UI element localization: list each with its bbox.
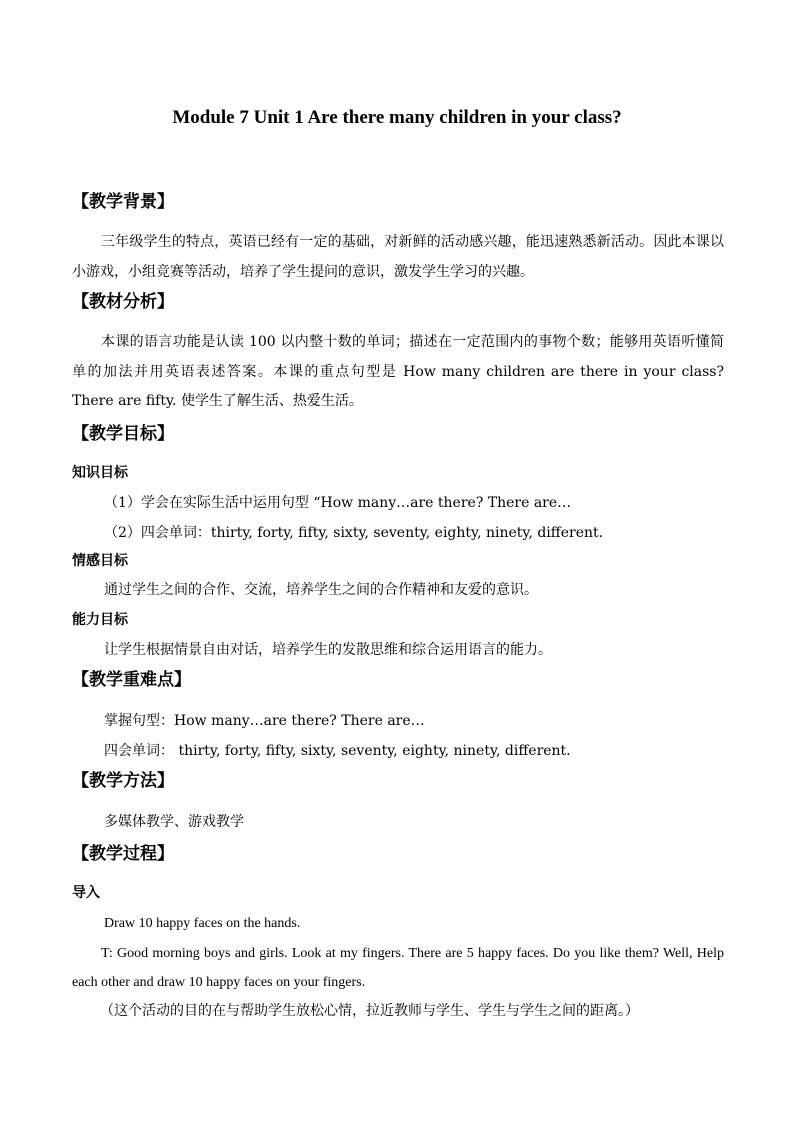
heading-teaching-methods: 【教学方法】 [72,771,174,791]
document-title: Module 7 Unit 1 Are there many children in your class? [172,107,622,128]
emotion-objective-text: 通过学生之间的合作、交流，培养学生之间的合作精神和友爱的意识。 [104,582,538,598]
ability-objective-text: 让学生根据情景自由对话，培养学生的发散思维和综合运用语言的能力。 [104,642,552,658]
paragraph-textbook-analysis: 本课的语言功能是认读 100 以内整十数的单词；描述在一定范围内的事物个数；能够用英语听懂简单的加法并用英语表述答案。本课的重点句型是 How many children are there in your class? There are fifty. 使学生了解生活、热爱生活。 [72,334,724,409]
paragraph-teaching-background: 三年级学生的特点，英语已经有一定的基础，对新鲜的活动感兴趣，能迅速熟悉新活动。因此本课以小游戏，小组竞赛等活动，培养了学生提问的意识，激发学生学习的兴趣。 [72,234,724,280]
knowledge-objective-2: （2）四会单词：thirty, forty, fifty, sixty, seventy, eighty, ninety, different. [104,525,604,541]
label-ability-objective: 能力目标 [72,612,128,628]
key-point-sentence-pattern: 掌握句型：How many…are there? There are… [104,713,425,729]
label-knowledge-objective: 知识目标 [72,465,128,481]
label-emotion-objective: 情感目标 [72,553,128,569]
heading-key-difficult-points: 【教学重难点】 [72,670,191,690]
teaching-methods-text: 多媒体教学、游戏教学 [104,814,244,830]
key-point-vocabulary: 四会单词： thirty, forty, fifty, sixty, seventy, eighty, ninety, different. [104,743,571,759]
process-teacher-dialogue: T: Good morning boys and girls. Look at my fingers. There are 5 happy faces. Do you like them? Well, Help each other and draw 10 happy faces on your fingers. [72,946,724,990]
knowledge-objective-1: （1）学会在实际生活中运用句型 “How many…are there? There are… [104,495,572,511]
heading-teaching-process: 【教学过程】 [72,844,174,864]
label-introduction: 导入 [72,885,100,901]
process-line-draw-faces: Draw 10 happy faces on the hands. [104,916,301,931]
heading-teaching-background: 【教学背景】 [72,192,174,212]
heading-teaching-objectives: 【教学目标】 [72,424,174,444]
process-activity-note: （这个活动的目的在与帮助学生放松心情，拉近教师与学生、学生与学生之间的距离。） [100,1003,639,1019]
heading-textbook-analysis: 【教材分析】 [72,292,174,312]
